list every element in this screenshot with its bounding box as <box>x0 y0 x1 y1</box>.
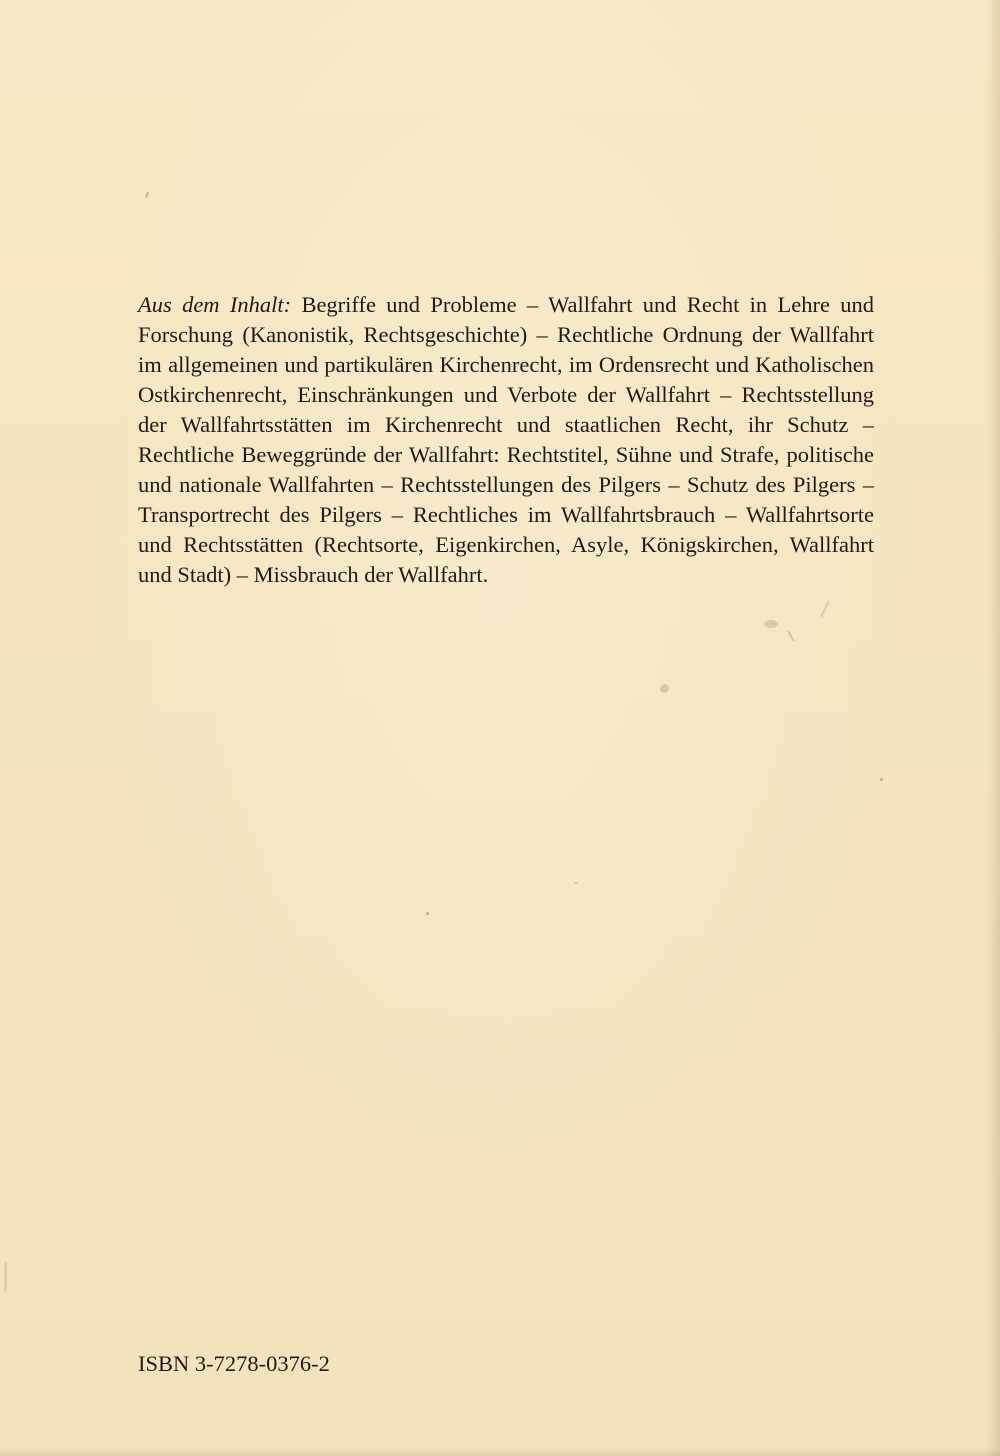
paper-speck <box>820 600 829 617</box>
cover-right-edge-shadow <box>986 0 1000 1456</box>
paper-speck <box>787 630 795 641</box>
paper-speck <box>4 1262 7 1292</box>
isbn-number: ISBN 3-7278-0376-2 <box>138 1351 330 1376</box>
paper-speck <box>660 684 669 693</box>
paper-speck <box>426 912 429 915</box>
contents-summary <box>138 290 874 590</box>
paper-speck <box>145 192 149 198</box>
paper-speck <box>764 620 778 628</box>
cover-bottom-edge-shadow <box>0 1448 1000 1456</box>
contents-summary-text: Begriffe und Probleme – Wallfahrt und Recht in Lehre und Forschung (Kanonistik, Rechtsgeschichte) – Rechtliche Ordnung der Wallfahrt im allgemeinen und partikulären Kirchenrecht, im Ordensrecht und Katholischen Ostkirchenrecht, Einschränkungen und Verbote der Wallfahrt – Rechtsstellung der Wallfahrtsstätten im Kirchenrecht und staatlichen Recht, ihr Schutz – Rechtliche Beweggründe der Wallfahrt: Rechtstitel, Sühne und Strafe, politische und nationale Wallfahrten – Rechtsstellungen des Pilgers – Schutz des Pilgers – Transportrecht des Pilgers – Rechtliches im Wallfahrtsbrauch – Wallfahrtsorte und Rechtsstätten (Rechtsorte, Eigenkirchen, Asyle, Königskirchen, Wallfahrt und Stadt) – Missbrauch der Wallfahrt. <box>138 292 875 587</box>
paper-speck <box>880 778 883 781</box>
contents-intro-label: Aus dem Inhalt: <box>138 292 292 317</box>
paper-speck <box>574 882 578 884</box>
